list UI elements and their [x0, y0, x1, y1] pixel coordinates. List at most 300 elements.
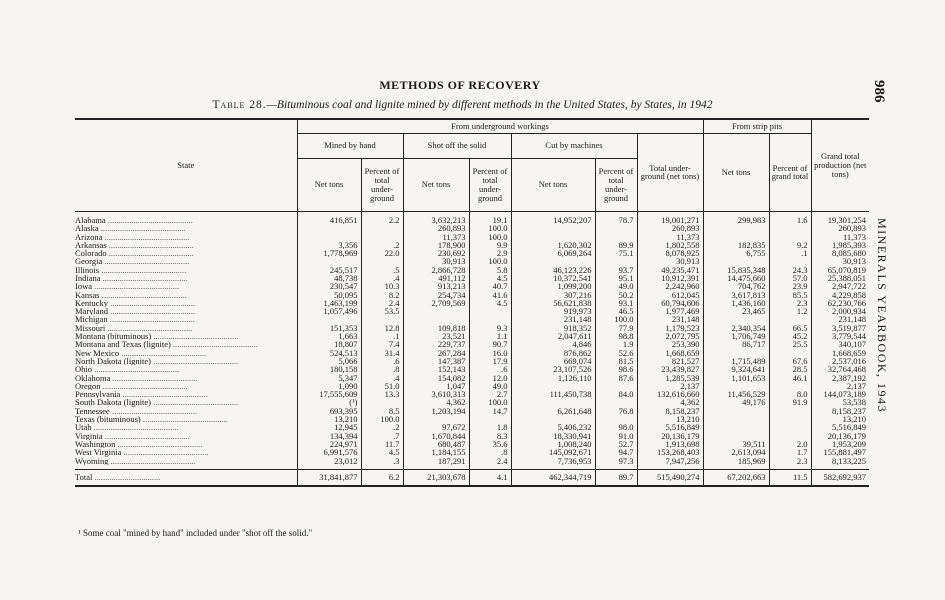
header-shot-net-tons: Net tons [403, 158, 469, 211]
header-machines-net-tons: Net tons [511, 158, 595, 211]
grand-total: 144,073,189 [811, 390, 869, 398]
table-row [75, 423, 869, 431]
shot-percent: .8 [469, 448, 511, 456]
strip-percent: 28.5 [769, 365, 811, 373]
header-hand-net-tons: Net tons [297, 158, 361, 211]
machine-net-tons: 307,216 [511, 291, 595, 299]
hand-percent: 6.2 [361, 469, 403, 486]
strip-percent: 2.3 [769, 457, 811, 465]
table-row [75, 291, 869, 299]
grand-total: 19,301,254 [811, 216, 869, 224]
total-underground: 13,210 [637, 415, 703, 423]
state-name: Texas (bituminous) ..... [75, 415, 297, 423]
hand-percent: .8 [361, 365, 403, 373]
machine-net-tons: 1,099,200 [511, 282, 595, 290]
table-row [75, 274, 869, 282]
strip-percent: 2.3 [769, 299, 811, 307]
machine-percent: 75.1 [595, 249, 637, 257]
grand-total: 11,373 [811, 233, 869, 241]
shot-net-tons: 913,213 [403, 282, 469, 290]
table-row [75, 440, 869, 448]
hand-net-tons: 5,066 [297, 357, 361, 365]
shot-net-tons: 30,913 [403, 257, 469, 265]
state-name: Pennsylvania ..... [75, 390, 297, 398]
table-row [75, 340, 869, 348]
table-row [75, 257, 869, 265]
total-underground: 2,137 [637, 382, 703, 390]
strip-net-tons: 49,176 [703, 398, 769, 406]
hand-percent: 51.0 [361, 382, 403, 390]
grand-total: 582,692,937 [811, 469, 869, 486]
machine-percent: 89.9 [595, 241, 637, 249]
machine-net-tons: 4,846 [511, 340, 595, 348]
total-underground: 8,158,237 [637, 407, 703, 415]
state-name: Ohio ..... [75, 365, 297, 373]
grand-total: 1,953,209 [811, 440, 869, 448]
hand-net-tons [297, 224, 361, 232]
strip-percent: 45.2 [769, 332, 811, 340]
total-underground: 1,668,659 [637, 349, 703, 357]
strip-percent: 9.2 [769, 241, 811, 249]
state-name: Illinois ..... [75, 266, 297, 274]
strip-percent [769, 407, 811, 415]
state-name: Utah ..... [75, 423, 297, 431]
hand-net-tons: 1,663 [297, 332, 361, 340]
table-row [75, 382, 869, 390]
strip-net-tons: 299,983 [703, 216, 769, 224]
shot-percent: 1.8 [469, 423, 511, 431]
table-row [75, 241, 869, 249]
strip-net-tons [703, 415, 769, 423]
machine-percent [595, 224, 637, 232]
header-machines-percent: Percent of total under-ground [595, 158, 637, 211]
total-underground: 10,912,391 [637, 274, 703, 282]
machine-percent: 89.7 [595, 469, 637, 486]
shot-net-tons: 21,303,678 [403, 469, 469, 486]
table-row [75, 398, 869, 406]
grand-total: 1,668,659 [811, 349, 869, 357]
shot-percent: 1.1 [469, 332, 511, 340]
state-name: Montana (bituminous) ..... [75, 332, 297, 340]
shot-net-tons: 1,047 [403, 382, 469, 390]
total-underground: 5,516,849 [637, 423, 703, 431]
machine-net-tons: 46,123,226 [511, 266, 595, 274]
grand-total: 25,388,051 [811, 274, 869, 282]
shot-net-tons: 1,203,194 [403, 407, 469, 415]
shot-net-tons: 3,632,213 [403, 216, 469, 224]
header-shot: Shot off the solid [403, 133, 511, 158]
grand-total: 3,779,544 [811, 332, 869, 340]
shot-percent: 12.0 [469, 374, 511, 382]
shot-percent: 49.0 [469, 382, 511, 390]
header-shot-percent: Percent of total under-ground [469, 158, 511, 211]
machine-net-tons [511, 398, 595, 406]
grand-total: 53,538 [811, 398, 869, 406]
strip-percent [769, 224, 811, 232]
table-row [75, 432, 869, 440]
hand-net-tons: 3,356 [297, 241, 361, 249]
shot-net-tons: 229,737 [403, 340, 469, 348]
state-name: North Dakota (lignite) ..... [75, 357, 297, 365]
total-underground: 1,179,523 [637, 324, 703, 332]
strip-percent [769, 233, 811, 241]
shot-net-tons: 1,670,844 [403, 432, 469, 440]
shot-net-tons: 147,387 [403, 357, 469, 365]
machine-percent [595, 382, 637, 390]
shot-net-tons: 680,487 [403, 440, 469, 448]
strip-net-tons: 6,755 [703, 249, 769, 257]
strip-percent: 1.6 [769, 216, 811, 224]
grand-total: 1,985,393 [811, 241, 869, 249]
grand-total: 2,947,722 [811, 282, 869, 290]
shot-percent: 100.0 [469, 398, 511, 406]
hand-net-tons: 134,394 [297, 432, 361, 440]
strip-net-tons [703, 349, 769, 357]
table-caption [0, 99, 945, 111]
strip-net-tons: 2,340,354 [703, 324, 769, 332]
strip-net-tons: 15,835,348 [703, 266, 769, 274]
machine-net-tons: 876,862 [511, 349, 595, 357]
shot-percent [469, 307, 511, 315]
machine-percent: 98.8 [595, 332, 637, 340]
table-row [75, 349, 869, 357]
grand-total: 5,516,849 [811, 423, 869, 431]
strip-percent: 91.9 [769, 398, 811, 406]
footnote: ¹ Some coal "mined by hand" included under "shot off the solid." [78, 528, 313, 538]
hand-percent [361, 233, 403, 241]
state-name: Missouri ..... [75, 324, 297, 332]
shot-net-tons [403, 315, 469, 323]
hand-net-tons: 17,555,609 [297, 390, 361, 398]
strip-net-tons [703, 224, 769, 232]
table-row [75, 407, 869, 415]
table-row [75, 324, 869, 332]
hand-net-tons [297, 257, 361, 265]
total-underground: 4,362 [637, 398, 703, 406]
header-strip: From strip pits [703, 119, 811, 133]
machine-percent [595, 415, 637, 423]
total-underground: 260,893 [637, 224, 703, 232]
shot-net-tons: 11,373 [403, 233, 469, 241]
grand-total: 340,107 [811, 340, 869, 348]
hand-percent: 11.7 [361, 440, 403, 448]
table-row [75, 332, 869, 340]
hand-net-tons: 1,778,969 [297, 249, 361, 257]
table-row [75, 307, 869, 315]
table-row [75, 233, 869, 241]
hand-net-tons: 416,851 [297, 216, 361, 224]
total-row [75, 469, 869, 486]
hand-percent: .3 [361, 457, 403, 465]
machine-net-tons: 918,352 [511, 324, 595, 332]
grand-total: 155,881,497 [811, 448, 869, 456]
state-name: Alabama ..... [75, 216, 297, 224]
shot-percent: 2.9 [469, 249, 511, 257]
state-name: New Mexico ..... [75, 349, 297, 357]
shot-percent [469, 415, 511, 423]
shot-percent: 100.0 [469, 224, 511, 232]
hand-net-tons [297, 315, 361, 323]
machine-net-tons [511, 224, 595, 232]
shot-percent: 4.5 [469, 299, 511, 307]
strip-net-tons [703, 257, 769, 265]
machine-net-tons [511, 415, 595, 423]
state-name: Kentucky ..... [75, 299, 297, 307]
table-caption-text: —Bituminous coal and lignite mined by different methods in the United States, by States, in 1942 [266, 99, 713, 111]
total-underground: 11,373 [637, 233, 703, 241]
strip-percent: 85.5 [769, 291, 811, 299]
table-row [75, 390, 869, 398]
hand-percent: 100.0 [361, 415, 403, 423]
hand-percent [361, 398, 403, 406]
shot-percent: 90.7 [469, 340, 511, 348]
shot-percent: 2.4 [469, 457, 511, 465]
machine-percent: 78.7 [595, 216, 637, 224]
shot-net-tons: 23,521 [403, 332, 469, 340]
machine-net-tons: 111,450,738 [511, 390, 595, 398]
machine-percent: 46.5 [595, 307, 637, 315]
shot-net-tons: 97,672 [403, 423, 469, 431]
shot-percent: 9.9 [469, 241, 511, 249]
table-row [75, 282, 869, 290]
total-underground: 1,913,698 [637, 440, 703, 448]
machine-net-tons [511, 257, 595, 265]
machine-net-tons: 6,069,264 [511, 249, 595, 257]
hand-net-tons: 245,517 [297, 266, 361, 274]
total-underground: 8,078,925 [637, 249, 703, 257]
header-strip-percent: Percent of grand total [769, 133, 811, 211]
shot-percent: 14.7 [469, 407, 511, 415]
table-row [75, 357, 869, 365]
hand-percent: .2 [361, 241, 403, 249]
state-name: Arkansas ..... [75, 241, 297, 249]
grand-total: 2,537,016 [811, 357, 869, 365]
grand-total: 8,133,225 [811, 457, 869, 465]
table-row [75, 299, 869, 307]
header-state: State [75, 119, 297, 211]
strip-percent: .1 [769, 249, 811, 257]
strip-net-tons: 39,511 [703, 440, 769, 448]
hand-net-tons: 13,210 [297, 415, 361, 423]
state-name: Montana and Texas (lignite) ..... [75, 340, 297, 348]
total-underground: 7,947,256 [637, 457, 703, 465]
machine-percent: 81.5 [595, 357, 637, 365]
hand-percent: 22.0 [361, 249, 403, 257]
hand-net-tons: 180,158 [297, 365, 361, 373]
state-name: Maryland ..... [75, 307, 297, 315]
machine-percent: 93.7 [595, 266, 637, 274]
total-underground: 821,527 [637, 357, 703, 365]
state-name: South Dakota (lignite) ..... [75, 398, 297, 406]
shot-percent: 17.9 [469, 357, 511, 365]
header-hand: Mined by hand [297, 133, 403, 158]
total-underground: 1,285,539 [637, 374, 703, 382]
strip-percent: 23.9 [769, 282, 811, 290]
machine-percent: 97.3 [595, 457, 637, 465]
total-underground: 612,045 [637, 291, 703, 299]
shot-net-tons: 109,818 [403, 324, 469, 332]
strip-net-tons: 1,101,653 [703, 374, 769, 382]
strip-net-tons: 182,835 [703, 241, 769, 249]
strip-percent: 11.5 [769, 469, 811, 486]
state-name: Oregon ..... [75, 382, 297, 390]
shot-net-tons: 260,893 [403, 224, 469, 232]
machine-percent: 95.1 [595, 274, 637, 282]
shot-net-tons: 267,284 [403, 349, 469, 357]
machine-net-tons: 1,126,110 [511, 374, 595, 382]
table-row [75, 374, 869, 382]
strip-percent [769, 432, 811, 440]
strip-percent: 57.0 [769, 274, 811, 282]
machine-percent [595, 398, 637, 406]
total-underground: 231,148 [637, 315, 703, 323]
machine-percent: 52.6 [595, 349, 637, 357]
total-underground: 2,072,795 [637, 332, 703, 340]
hand-net-tons: 31,841,877 [297, 469, 361, 486]
hand-net-tons: 224,971 [297, 440, 361, 448]
table-caption-label: Table 28. [212, 99, 267, 111]
hand-percent: 13.3 [361, 390, 403, 398]
shot-net-tons: 2,866,728 [403, 266, 469, 274]
total-underground: 1,802,558 [637, 241, 703, 249]
shot-net-tons: 1,184,155 [403, 448, 469, 456]
state-name: Colorado ..... [75, 249, 297, 257]
strip-net-tons [703, 233, 769, 241]
strip-percent: 25.5 [769, 340, 811, 348]
shot-percent [469, 315, 511, 323]
shot-net-tons: 4,362 [403, 398, 469, 406]
grand-total: 2,000,934 [811, 307, 869, 315]
header-strip-net-tons: Net tons [703, 133, 769, 211]
machine-net-tons: 462,344,719 [511, 469, 595, 486]
hand-net-tons: 12,945 [297, 423, 361, 431]
strip-percent [769, 315, 811, 323]
shot-percent: 4.5 [469, 274, 511, 282]
shot-percent: 5.8 [469, 266, 511, 274]
hand-net-tons: 693,395 [297, 407, 361, 415]
state-name: Total ..... [75, 469, 297, 486]
hand-percent: 53.5 [361, 307, 403, 315]
strip-percent: 2.0 [769, 440, 811, 448]
state-name: Arizona ..... [75, 233, 297, 241]
total-underground: 1,977,469 [637, 307, 703, 315]
strip-percent [769, 415, 811, 423]
strip-net-tons [703, 382, 769, 390]
strip-percent: 66.5 [769, 324, 811, 332]
hand-net-tons: 6,991,576 [297, 448, 361, 456]
strip-net-tons: 11,456,529 [703, 390, 769, 398]
shot-percent: 40.7 [469, 282, 511, 290]
machine-percent: 76.8 [595, 407, 637, 415]
hand-percent [361, 224, 403, 232]
hand-percent: .1 [361, 332, 403, 340]
total-underground: 49,235,471 [637, 266, 703, 274]
strip-percent: 8.0 [769, 390, 811, 398]
machine-percent [595, 257, 637, 265]
machine-percent: 100.0 [595, 315, 637, 323]
shot-percent: 41.6 [469, 291, 511, 299]
shot-percent: 35.6 [469, 440, 511, 448]
hand-percent: .5 [361, 266, 403, 274]
total-underground: 20,136,179 [637, 432, 703, 440]
table-row [75, 457, 869, 465]
strip-net-tons: 67,202,663 [703, 469, 769, 486]
strip-net-tons: 185,969 [703, 457, 769, 465]
strip-net-tons: 1,436,160 [703, 299, 769, 307]
strip-percent [769, 349, 811, 357]
hand-net-tons: 23,012 [297, 457, 361, 465]
machine-percent: 91.0 [595, 432, 637, 440]
strip-percent [769, 257, 811, 265]
state-name: Washington ..... [75, 440, 297, 448]
hand-percent: 7.4 [361, 340, 403, 348]
header-total-underground: Total under-ground (net tons) [637, 133, 703, 211]
total-underground: 153,268,403 [637, 448, 703, 456]
shot-net-tons: 152,143 [403, 365, 469, 373]
grand-total: 13,210 [811, 415, 869, 423]
hand-percent: 31.4 [361, 349, 403, 357]
shot-net-tons: 2,709,569 [403, 299, 469, 307]
machine-net-tons: 2,047,611 [511, 332, 595, 340]
machine-net-tons: 7,736,953 [511, 457, 595, 465]
machine-net-tons: 669,074 [511, 357, 595, 365]
strip-net-tons: 86,717 [703, 340, 769, 348]
hand-percent: 2.4 [361, 299, 403, 307]
machine-percent: 94.7 [595, 448, 637, 456]
table-body [75, 211, 869, 485]
shot-net-tons: 3,610,313 [403, 390, 469, 398]
hand-percent: 8.2 [361, 291, 403, 299]
total-underground: 30,913 [637, 257, 703, 265]
grand-total: 2,387,192 [811, 374, 869, 382]
strip-net-tons [703, 423, 769, 431]
strip-percent [769, 423, 811, 431]
header-machines: Cut by machines [511, 133, 637, 158]
hand-percent [361, 315, 403, 323]
hand-net-tons: 50,095 [297, 291, 361, 299]
shot-percent: .6 [469, 365, 511, 373]
hand-percent: 12.8 [361, 324, 403, 332]
machine-net-tons: 1,620,302 [511, 241, 595, 249]
table-row [75, 365, 869, 373]
hand-net-tons: 48,738 [297, 274, 361, 282]
hand-percent: 4.5 [361, 448, 403, 456]
hand-percent: .7 [361, 432, 403, 440]
table-row [75, 415, 869, 423]
hand-net-tons: 1,463,199 [297, 299, 361, 307]
grand-total: 8,085,680 [811, 249, 869, 257]
shot-net-tons: 154,082 [403, 374, 469, 382]
grand-total: 231,148 [811, 315, 869, 323]
state-name: Kansas ..... [75, 291, 297, 299]
strip-percent: 67.6 [769, 357, 811, 365]
shot-percent: 100.0 [469, 233, 511, 241]
table-row [75, 266, 869, 274]
grand-total: 20,136,179 [811, 432, 869, 440]
machine-percent: 87.6 [595, 374, 637, 382]
machine-percent: 98.6 [595, 365, 637, 373]
strip-net-tons: 23,465 [703, 307, 769, 315]
grand-total: 32,764,468 [811, 365, 869, 373]
total-underground: 132,616,660 [637, 390, 703, 398]
strip-percent: 1.2 [769, 307, 811, 315]
table-row [75, 448, 869, 456]
strip-net-tons: 14,475,660 [703, 274, 769, 282]
grand-total: 3,519,877 [811, 324, 869, 332]
strip-net-tons: 1,715,489 [703, 357, 769, 365]
machine-net-tons: 231,148 [511, 315, 595, 323]
header-underground: From underground workings [297, 119, 703, 133]
